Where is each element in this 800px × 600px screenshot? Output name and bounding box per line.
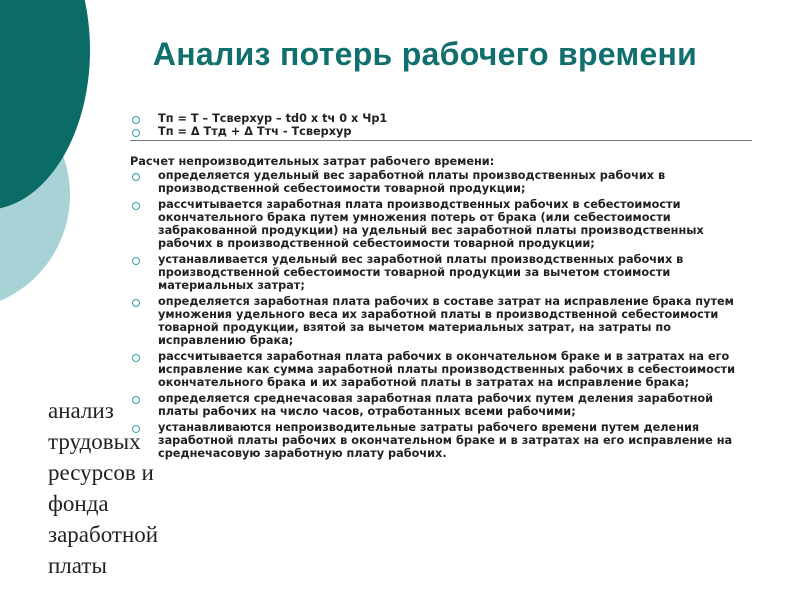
list-item-text: определяется среднечасовая заработная плата рабочих путем деления заработной платы рабочих на число часов, отработанных всеми рабочими; [158, 392, 714, 418]
list-item [130, 169, 752, 195]
slide-title: Анализ потерь рабочего времени [152, 36, 698, 72]
formula-text: Тп = Т – Тсверхур – td0 х tч 0 х Чр1 [158, 112, 388, 125]
list-item [130, 253, 752, 292]
list-item [130, 295, 752, 347]
bullet-icon [132, 202, 140, 210]
list-item-text: рассчитывается заработная плата рабочих в окончательном браке и в затратах на его исправление как сумма заработной платы производственных рабочих в себестоимости окончательного брака и их заработной платы в затратах на исправление брака; [158, 350, 735, 389]
section-subheading: Расчет непроизводительных затрат рабочего времени: [130, 155, 495, 168]
formula-line [130, 112, 752, 125]
bullet-icon [132, 257, 140, 265]
list-item-text: устанавливаются непроизводительные затраты рабочего времени путем деления заработной платы рабочих в окончательном браке и в затратах на его исправление на среднечасовую заработную плату рабочих. [158, 421, 733, 460]
bullet-icon [132, 129, 140, 137]
divider-line [130, 140, 752, 141]
list-item [130, 350, 752, 389]
list-item-text: определяется удельный вес заработной платы производственных рабочих в производственной себестоимости товарной продукции; [158, 169, 666, 195]
slide-content [130, 112, 752, 463]
bullet-icon [132, 116, 140, 124]
list-item-text: устанавливается удельный вес заработной платы производственных рабочих в производственной себестоимости товарной продукции за вычетом стоимости материальных затрат; [158, 253, 684, 292]
formula-text: Тп = Δ Ттд + Δ Ттч - Тсверхур [158, 125, 352, 138]
list-item-text: определяется заработная плата рабочих в составе затрат на исправление брака путем умножения удельного веса их заработной платы в производственной себестоимости товарной продукции, взятой за вычетом материальных затрат, на затраты по исправлению брака; [158, 295, 734, 347]
formula-line [130, 125, 752, 138]
list-item [130, 392, 752, 418]
bullet-icon [132, 354, 140, 362]
overlay-caption: анализ трудовых ресурсов и фонда заработной платы [48, 398, 159, 578]
decorative-circle-dark [0, 0, 90, 210]
bullet-icon [132, 299, 140, 307]
list-item [130, 421, 752, 460]
list-item [130, 198, 752, 250]
list-item-text: рассчитывается заработная плата производственных рабочих в себестоимости окончательного брака путем умножения потерь от брака (или себестоимости забракованной продукции) на удельный вес заработной платы производственных рабочих в производственной себестоимости товарной продукции; [158, 198, 704, 250]
bullet-icon [132, 173, 140, 181]
